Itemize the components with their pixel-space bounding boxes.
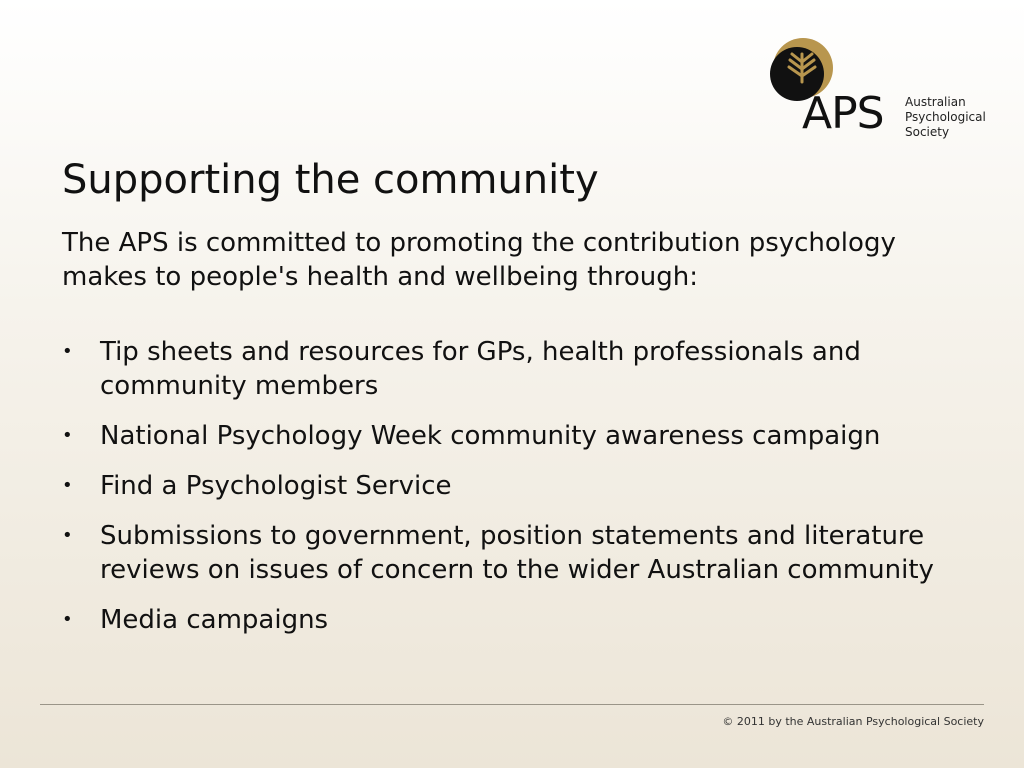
bullet-item (62, 519, 982, 587)
bullet-point-icon: • (62, 425, 73, 446)
bullet-text: Tip sheets and resources for GPs, health professionals and community members (100, 337, 861, 401)
logo-organization-name (905, 95, 995, 140)
aps-logo (766, 38, 996, 146)
slide-title: Supporting the community (62, 157, 599, 203)
copyright-notice: © 2011 by the Australian Psychological Society (722, 715, 984, 728)
bullet-item (62, 335, 982, 403)
bullet-point-icon: • (62, 341, 73, 362)
bullet-point-icon: • (62, 525, 73, 546)
bullet-text: Find a Psychologist Service (100, 471, 452, 501)
logo-org-line: Society (905, 125, 950, 139)
bullet-list (62, 335, 982, 637)
bullet-text: National Psychology Week community awareness campaign (100, 421, 881, 451)
bullet-item (62, 419, 982, 453)
footer-divider (40, 704, 984, 705)
bullet-item (62, 469, 982, 503)
logo-acronym: APS (802, 88, 884, 139)
bullet-text: Media campaigns (100, 605, 329, 635)
bullet-point-icon: • (62, 609, 73, 630)
intro-paragraph: The APS is committed to promoting the contribution psychology makes to people's health and wellbeing through: (62, 228, 896, 292)
bullet-point-icon: • (62, 475, 73, 496)
logo-org-line: Psychological (905, 110, 986, 124)
bullet-item (62, 603, 982, 637)
logo-org-line: Australian (905, 95, 966, 109)
bullet-text: Submissions to government, position statements and literature reviews on issues of concern to the wider Australian community (100, 521, 934, 585)
